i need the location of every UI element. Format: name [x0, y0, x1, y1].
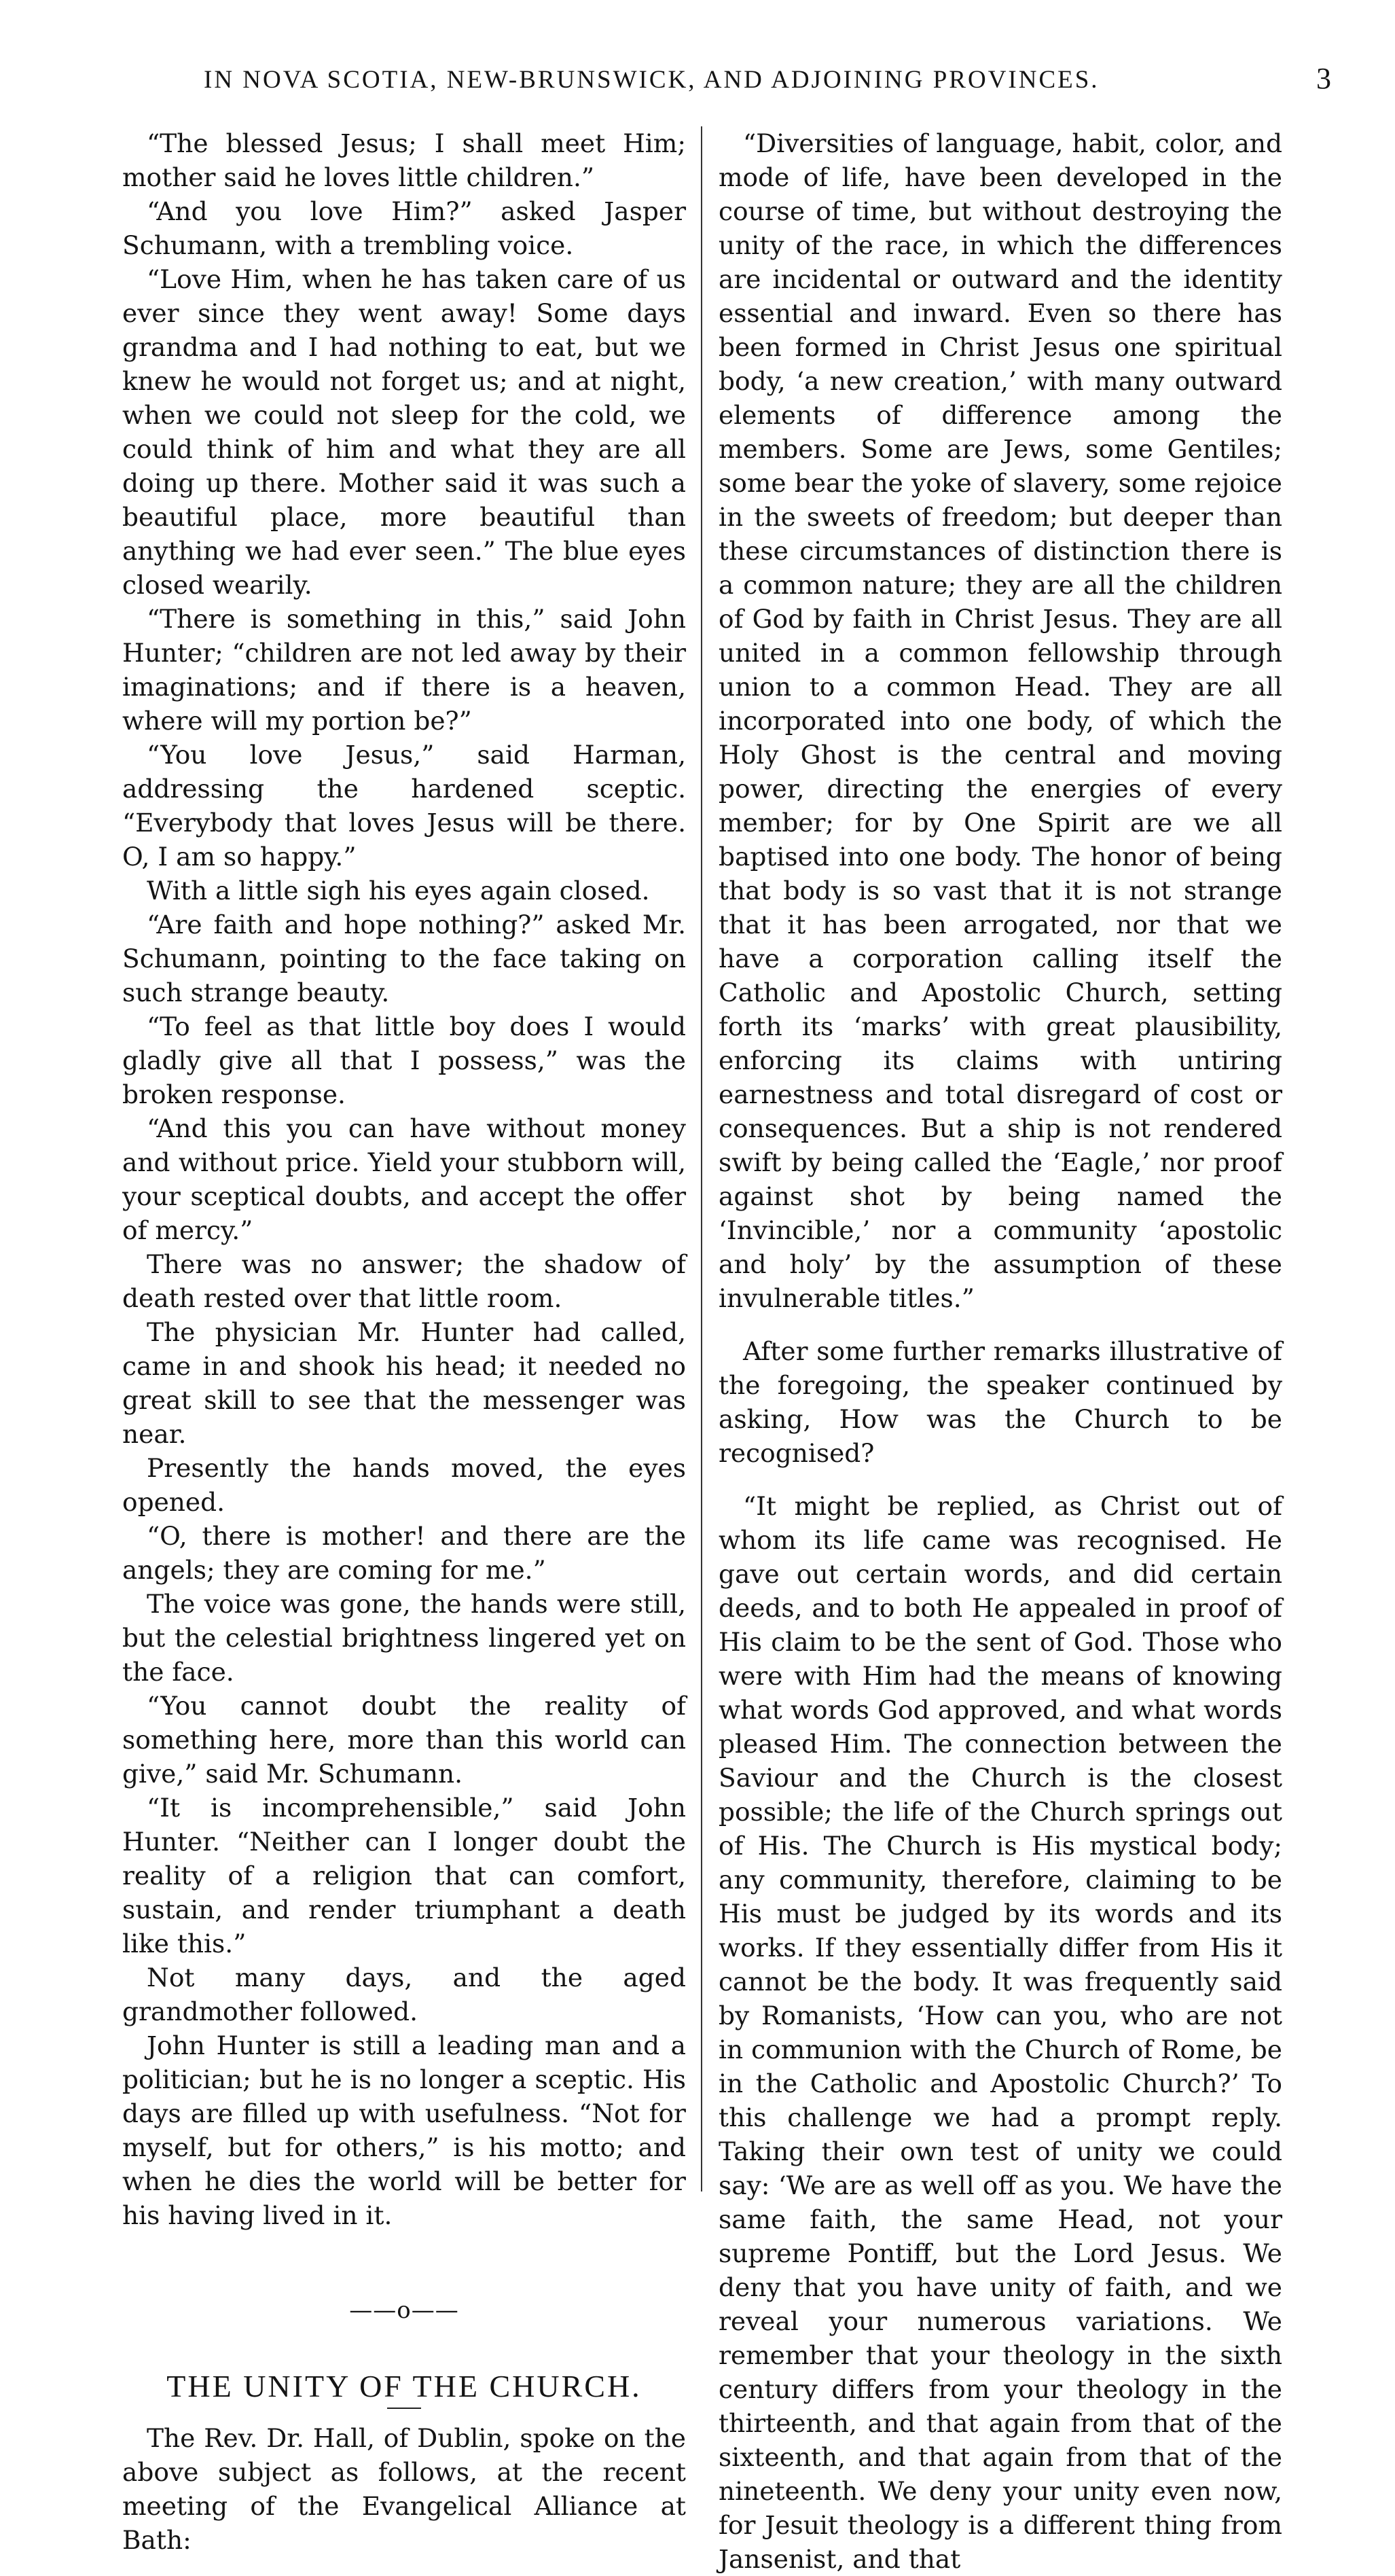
- page-number: 3: [1316, 62, 1331, 95]
- paragraph: Presently the hands moved, the eyes opened.: [122, 1453, 686, 1517]
- paragraph: “It is incomprehensible,” said John Hunter. “Neither can I longer doubt the reality of a religion that can comfort, sustain, and render triumphant a death like this.”: [122, 1793, 686, 1958]
- left-column: [122, 126, 686, 2557]
- page-header: [163, 60, 1331, 103]
- paragraph: “And you love Him?” asked Jasper Schumann, with a trembling voice.: [122, 196, 686, 260]
- paragraph: “Diversities of language, habit, color, and mode of life, have been developed in the course of time, but without destroying the unity of the race, in which the differences are incidental or outward and the identity essential and inward. Even so there has been formed in Christ Jesus one spiritual body, ‘a new creation,’ with many outward elements of difference among the members. Some are Jews, some Gentiles; some bear the yoke of slavery, some rejoice in the sweets of freedom; but deeper than these circumstances of distinction there is a common nature; they are all the children of God by faith in Christ Jesus. They are all united in a common fellowship through union to a common Head. They are all incorporated into one body, of which the Holy Ghost is the central and moving power, directing the energies of every member; for by One Spirit are we all baptised into one body. The honor of being that body is so vast that it is not strange that it has been arrogated, nor that we have a corporation calling itself the Catholic and Apostolic Church, setting forth its ‘marks’ with great plausibility, enforcing its claims with untiring earnestness and total disregard of cost or consequences. But a ship is not rendered swift by being called the ‘Eagle,’ nor proof against shot by being named the ‘Invincible,’ nor a community ‘apostolic and holy’ by the assumption of these invulnerable titles.”: [719, 128, 1282, 1313]
- section-title: THE UNITY OF THE CHURCH.: [166, 2369, 642, 2403]
- column-rule: [701, 126, 702, 2192]
- paragraph: “Love Him, when he has taken care of us ever since they went away! Some days grandma and I had nothing to eat, but we knew he would not forget us; and at night, when we could not sleep for the cold, we could think of him and what they are all doing up there. Mother said it was such a beautiful place, more beautiful than anything we had ever seen.” The blue eyes closed wearily.: [122, 264, 686, 600]
- running-head: IN NOVA SCOTIA, NEW-BRUNSWICK, AND ADJOINING PROVINCES.: [204, 66, 1100, 94]
- right-column: [719, 126, 1282, 2576]
- paragraph: “You love Jesus,” said Harman, addressing the hardened sceptic. “Everybody that loves Jesus will be there. O, I am so happy.”: [122, 740, 686, 872]
- paragraph: John Hunter is still a leading man and a politician; but he is no longer a sceptic. His days are filled up with usefulness. “Not for myself, but for others,” is his motto; and when he dies the world will be better for his having lived in it.: [122, 2031, 686, 2230]
- paragraph: “And this you can have without money and without price. Yield your stubborn will, your sceptical doubts, and accept the offer of mercy.”: [122, 1113, 686, 1245]
- paragraph: With a little sigh his eyes again closed.: [147, 876, 650, 906]
- paragraph: The voice was gone, the hands were still, but the celestial brightness lingered yet on the face.: [122, 1589, 686, 1687]
- title-divider: [387, 2408, 421, 2409]
- paragraph: “The blessed Jesus; I shall meet Him; mother said he loves little children.”: [122, 128, 686, 192]
- section-separator: ——o——: [349, 2297, 459, 2324]
- paragraph: Not many days, and the aged grandmother followed.: [122, 1963, 686, 2026]
- paragraph: “There is something in this,” said John Hunter; “children are not led away by their imaginations; and if there is a heaven, where will my portion be?”: [122, 604, 686, 736]
- paragraph: The Rev. Dr. Hall, of Dublin, spoke on the above subject as follows, at the recent meeting of the Evangelical Alliance at Bath:: [122, 2423, 686, 2555]
- paragraph: The physician Mr. Hunter had called, came in and shook his head; it needed no great skill to see that the messenger was near.: [122, 1317, 686, 1449]
- paragraph: “Are faith and hope nothing?” asked Mr. Schumann, pointing to the face taking on such strange beauty.: [122, 910, 686, 1007]
- paragraph: “O, there is mother! and there are the angels; they are coming for me.”: [122, 1521, 686, 1585]
- paragraph: After some further remarks illustrative of the foregoing, the speaker continued by asking, How was the Church to be recognised?: [719, 1336, 1282, 1468]
- paragraph: “You cannot doubt the reality of something here, more than this world can give,” said Mr. Schumann.: [122, 1691, 686, 1789]
- paragraph: There was no answer; the shadow of death rested over that little room.: [122, 1249, 686, 1313]
- paragraph: “To feel as that little boy does I would gladly give all that I possess,” was the broken response.: [122, 1012, 686, 1109]
- paragraph: “It might be replied, as Christ out of whom its life came was recognised. He gave out certain words, and did certain deeds, and to both He appealed in proof of His claim to be the sent of God. Those who were with Him had the means of knowing what words God approved, and what words pleased Him. The connection between the Saviour and the Church is the closest possible; the life of the Church springs out of His. The Church is His mystical body; any community, therefore, claiming to be His must be judged by its words and its works. If they essentially differ from His it cannot be the body. It was frequently said by Romanists, ‘How can you, who are not in communion with the Church of Rome, be in the Catholic and Apostolic Church?’ To this challenge we had a prompt reply. Taking their own test of unity we could say: ‘We are as well off as you. We have the same faith, the same Head, not your supreme Pontiff, but the Lord Jesus. We deny that you have unity of faith, and we reveal your numerous variations. We remember that your theology in the sixth century differs from your theology in the thirteenth, and that again from that of the sixteenth, and that again from that of the nineteenth. We deny your unity even now, for Jesuit theology is a different thing from Jansenist, and that: [719, 1491, 1282, 2574]
